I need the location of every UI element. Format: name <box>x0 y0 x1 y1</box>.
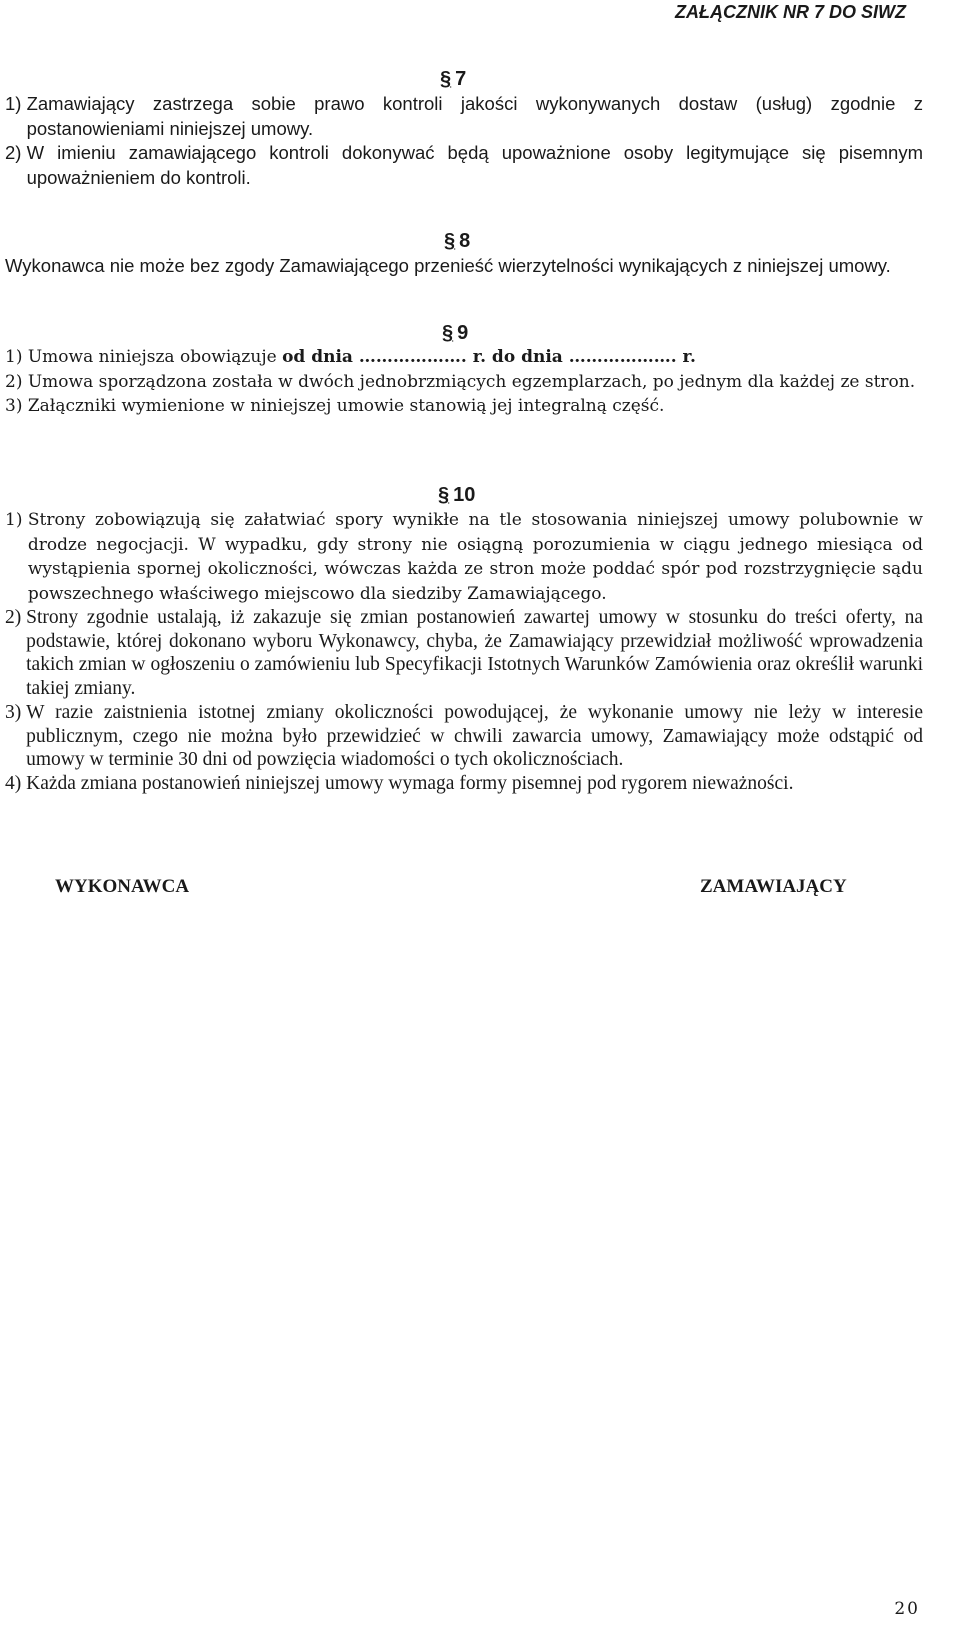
list-item <box>5 370 923 395</box>
item-label: 1) <box>5 347 28 367</box>
section-symbol: § <box>442 322 454 344</box>
section-9-body <box>5 345 923 419</box>
item-label: 4) <box>5 772 27 794</box>
section-8-body: Wykonawca nie może bez zgody Zamawiającego przenieść wierzytelności wynikających z niniejszej umowy. <box>5 255 891 276</box>
client-signature-label: ZAMAWIAJĄCY <box>700 876 847 897</box>
item-label: 1) <box>5 93 27 114</box>
section-number: 8 <box>459 230 471 252</box>
item-text: Strony zgodnie ustalają, iż zakazuje się zmian postanowień zawartej umowy w stosunku do treści oferty, na podstawie, której dokonano wyboru Wykonawcy, chyba, że Zamawiający przewidział możliwość wprowadzenia takich zmian w ogłoszeniu o zamówieniu lub Specyfikacji Istotnych Warunków Zamówienia oraz określił warunki takiej zmiany. <box>26 607 923 700</box>
item-label: 1) <box>5 510 28 530</box>
section-8-heading <box>444 230 470 253</box>
list-item <box>5 394 923 419</box>
item-label: 2) <box>5 142 27 163</box>
item-text <box>28 345 923 370</box>
list-item <box>5 606 923 701</box>
item-label: 2) <box>5 607 27 628</box>
item-text: Zamawiający zastrzega sobie prawo kontroli jakości wykonywanych dostaw (usług) zgodnie z postanowieniami niniejszej umowy. <box>26 93 923 139</box>
section-symbol: § <box>444 230 456 252</box>
item-label: 2) <box>5 371 28 392</box>
section-10-body <box>5 508 923 796</box>
contractor-signature-label: WYKONAWCA <box>55 876 190 897</box>
section-7-heading <box>440 68 466 91</box>
list-item <box>5 141 923 190</box>
item-label: 3) <box>5 701 27 723</box>
annex-header: ZAŁĄCZNIK NR 7 DO SIWZ <box>675 2 906 22</box>
validity-text: Umowa niniejsza obowiązuje <box>27 347 283 367</box>
item-text: Strony zobowiązują się załatwiać spory wynikłe na tle stosowania niniejszej umowy polubownie w drodze negocjacji. W wypadku, gdy strony nie osiągną porozumienia w ciągu jednego miesiąca od wystąpienia spornej okoliczności, wówczas każda ze stron może poddać spór pod rozstrzygnięcie sądu powszechnego właściwego miejscowo dla siedziby Zamawiającego. <box>27 510 923 604</box>
validity-dates: od dnia ………………. r. do dnia ………………. r. <box>282 347 696 367</box>
section-symbol: § <box>438 484 450 506</box>
section-number: 10 <box>453 484 476 506</box>
item-text: Umowa sporządzona została w dwóch jednobrzmiących egzemplarzach, po jednym dla każdej ze stron. <box>27 371 916 392</box>
section-10-heading <box>438 484 475 507</box>
item-text: W imieniu zamawiającego kontroli dokonywać będą upoważnione osoby legitymujące się pisemnym upoważnieniem do kontroli. <box>26 142 923 188</box>
list-item <box>5 92 923 141</box>
item-label: 3) <box>5 396 28 416</box>
section-number: 7 <box>455 68 467 90</box>
item-text: Każda zmiana postanowień niniejszej umowy wymaga formy pisemnej pod rygorem nieważności. <box>26 772 794 794</box>
section-number: 9 <box>457 322 469 344</box>
list-item <box>5 345 923 370</box>
list-item <box>5 508 923 606</box>
list-item <box>5 701 923 772</box>
section-symbol: § <box>440 68 452 90</box>
page-number: 20 <box>894 1599 920 1619</box>
section-7-body <box>5 92 923 190</box>
list-item <box>5 772 923 796</box>
item-text: Załączniki wymienione w niniejszej umowie stanowią jej integralną część. <box>27 396 665 416</box>
item-text: W razie zaistnienia istotnej zmiany okoliczności powodującej, że wykonanie umowy nie leży w interesie publicznym, czego nie można było przewidzieć w chwili zawarcia umowy, Zamawiający może odstąpić od umowy w terminie 30 dni od powzięcia wiadomości o tych okolicznościach. <box>26 701 923 771</box>
section-9-heading <box>442 322 468 345</box>
